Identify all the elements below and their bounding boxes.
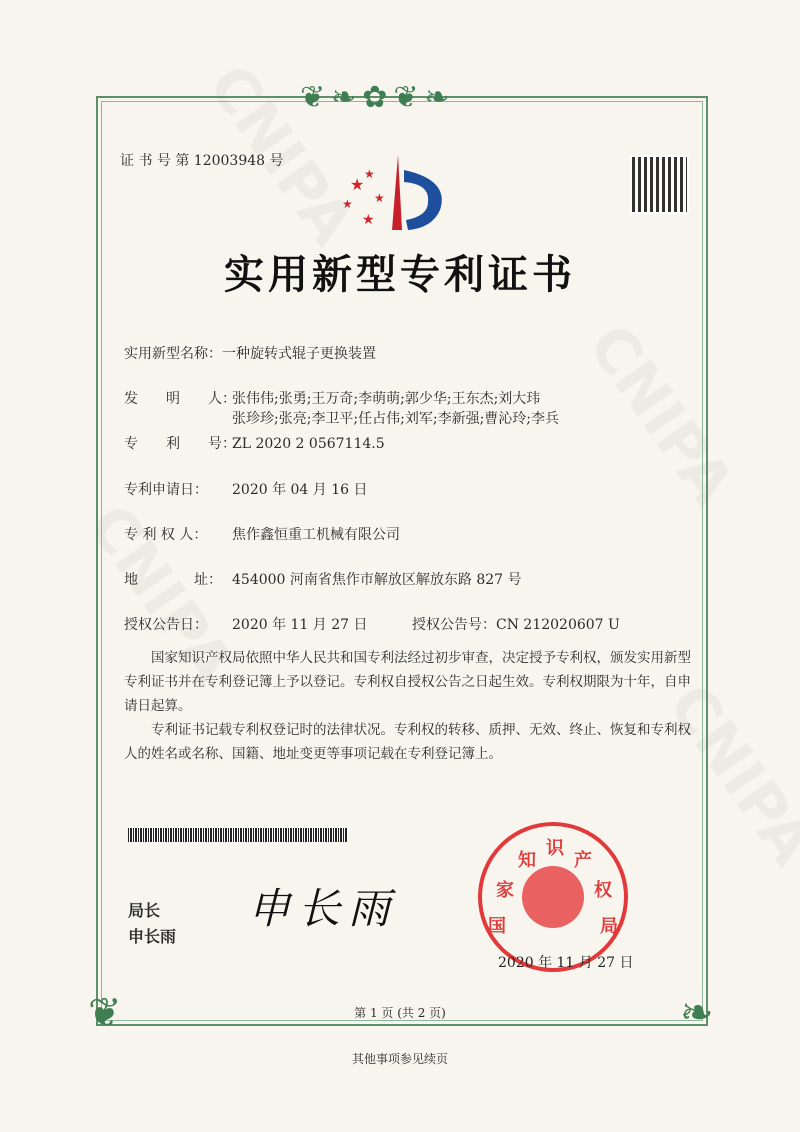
field-label: 实用新型名称：: [124, 346, 222, 362]
seal-char: 权: [594, 880, 612, 901]
inventors-line2: 张珍珍;张亮;李卫平;任占伟;刘军;李新强;曹沁玲;李兵: [232, 411, 560, 427]
barcode: [128, 828, 348, 842]
field-value: 2020 年 04 月 16 日: [232, 482, 368, 498]
grant-date: [124, 614, 368, 634]
paragraph: 国家知识产权局依照中华人民共和国专利法经过初步审查，决定授予专利权，颁发实用新型专利证书并在专利登记簿上予以登记。专利权自授权公告之日起生效。专利权期限为十年，自申请日起算。: [124, 650, 691, 714]
field-label: 授权公告号：: [412, 617, 496, 633]
svg-text:★: ★: [374, 191, 385, 205]
seal-date: 2020 年 11 月 27 日: [498, 955, 634, 971]
cnipa-logo-icon: [340, 150, 460, 240]
field-label: 地 址：: [124, 572, 222, 588]
svg-text:★: ★: [364, 167, 375, 181]
certificate-number: 证 书 号 第 12003948 号: [120, 153, 284, 169]
signatory-title: 局长: [128, 901, 161, 920]
field-value: 454000 河南省焦作市解放区解放东路 827 号: [232, 572, 522, 588]
seal-char: 产: [574, 850, 592, 871]
field-label: 发 明 人：: [124, 391, 236, 407]
field-value: CN 212020607 U: [496, 617, 620, 633]
corner-ornament-icon: ❦: [88, 990, 122, 1036]
field-label: 专 利 权 人：: [124, 527, 208, 543]
filing-date: [124, 479, 368, 499]
field-value: 一种旋转式辊子更换装置: [222, 346, 376, 362]
utility-model-name: [124, 343, 376, 363]
certificate-title: 实用新型专利证书: [224, 251, 576, 298]
qr-code: [630, 155, 689, 214]
svg-text:★: ★: [362, 212, 375, 228]
corner-ornament-icon: ❧: [680, 990, 714, 1036]
seal-char: 局: [600, 916, 618, 937]
continued-note: 其他事项参见续页: [351, 1052, 448, 1066]
field-value: ZL 2020 2 0567114.5: [232, 436, 385, 452]
national-emblem-icon: [522, 866, 584, 928]
field-label: 授权公告日：: [124, 617, 208, 633]
seal-char: 家: [496, 880, 514, 901]
address: [124, 569, 522, 589]
field-label: 专利申请日：: [124, 482, 208, 498]
signatory-name: 申长雨: [128, 927, 177, 946]
field-value: 张伟伟;张勇;王万奇;李萌萌;郭少华;王东杰;刘大玮: [232, 391, 541, 407]
paragraph: 专利证书记载专利权登记时的法律状况。专利权的转移、质押、无效、终止、恢复和专利权人的姓名或名称、国籍、地址变更等事项记载在专利登记簿上。: [124, 722, 691, 762]
page-indicator: 第 1 页 (共 2 页): [354, 1006, 446, 1020]
patentee: [124, 524, 400, 544]
svg-text:★: ★: [350, 175, 365, 194]
svg-text:★: ★: [342, 197, 353, 211]
field-value: 2020 年 11 月 27 日: [232, 617, 368, 633]
seal-char: 国: [488, 916, 506, 937]
patent-number: [124, 433, 385, 453]
official-seal: [478, 822, 628, 972]
handwritten-signature: 申长雨: [248, 884, 399, 933]
field-label: 专 利 号：: [124, 436, 236, 452]
field-value: 焦作鑫恒重工机械有限公司: [232, 527, 400, 543]
seal-char: 识: [546, 838, 564, 859]
seal-char: 知: [518, 850, 536, 871]
grant-number: [412, 614, 620, 634]
inventors: [124, 388, 540, 408]
top-ornament-icon: ❦❧✿❦❧: [300, 80, 456, 115]
